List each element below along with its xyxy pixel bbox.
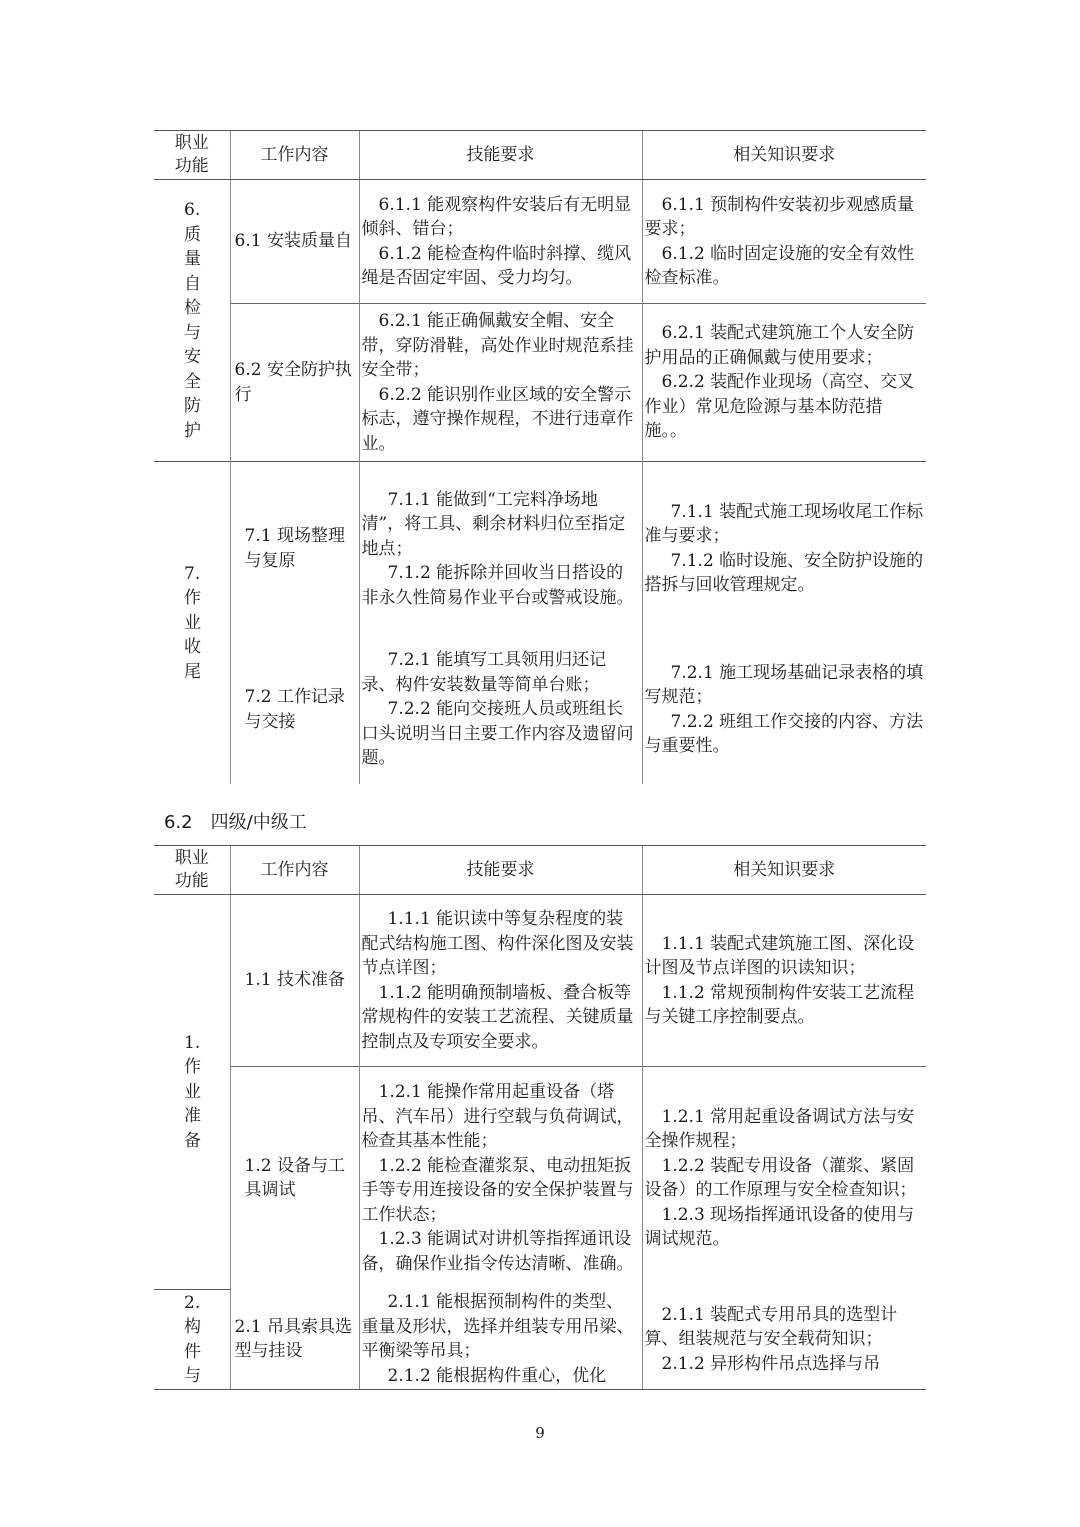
- skill-cell: 7.1.1 能做到“工完料净场地清”，将工具、剩余材料归位至指定地点； 7.1.2 能拆除并回收当日搭设的非永久性简易作业平台或警戒设施。: [359, 462, 642, 636]
- table-header-row: [154, 846, 926, 895]
- content-cell: 1.1 技术准备: [230, 895, 359, 1067]
- section-title: 6.2 四级/中级工: [164, 812, 307, 833]
- content-cell: 7.1 现场整理与复原: [230, 462, 359, 636]
- table-header-row: [154, 131, 926, 180]
- table-row: [154, 636, 926, 784]
- func-cell-6: 6. 质 量 自 检 与 安 全 防 护: [184, 200, 201, 441]
- content-cell: 6.1 安装质量自: [230, 180, 359, 304]
- content-cell: 1.2 设备与工具调试: [230, 1067, 359, 1290]
- page-number: 9: [535, 1424, 545, 1442]
- func-cell-2: 2. 构 件 与: [154, 1290, 230, 1390]
- content-cell: 7.2 工作记录与交接: [230, 636, 359, 784]
- header-knowledge: 相关知识要求: [642, 846, 926, 895]
- content-cell: 6.2 安全防护执行: [230, 304, 359, 462]
- table-row: [154, 1290, 926, 1390]
- skill-cell: 6.2.1 能正确佩戴安全帽、安全带，穿防滑鞋，高处作业时规范系挂安全带； 6.2.2 能识别作业区域的安全警示标志，遵守操作规程，不进行违章作业。: [359, 304, 642, 462]
- knowledge-cell: 1.1.1 装配式建筑施工图、深化设计图及节点详图的识读知识； 1.1.2 常规预制构件安装工艺流程与关键工序控制要点。: [642, 895, 926, 1067]
- header-content: 工作内容: [230, 131, 359, 180]
- skill-table-top: [154, 130, 926, 784]
- header-skill: 技能要求: [359, 846, 642, 895]
- table-row: [154, 895, 926, 1067]
- table-row: [154, 304, 926, 462]
- knowledge-cell: 6.1.1 预制构件安装初步观感质量要求； 6.1.2 临时固定设施的安全有效性检查标准。: [642, 180, 926, 304]
- func-cell-1: 1. 作 业 准 备: [184, 1032, 201, 1151]
- table-row: [154, 1067, 926, 1290]
- header-knowledge: 相关知识要求: [642, 131, 926, 180]
- skill-cell: 2.1.1 能根据预制构件的类型、重量及形状，选择并组装专用吊梁、平衡梁等吊具； 2.1.2 能根据构件重心，优化: [359, 1290, 642, 1390]
- table-row: [154, 462, 926, 636]
- knowledge-cell: 1.2.1 常用起重设备调试方法与安全操作规程； 1.2.2 装配专用设备（灌浆、紧固设备）的工作原理与安全检查知识； 1.2.3 现场指挥通讯设备的使用与调试规范。: [642, 1067, 926, 1290]
- knowledge-cell: 2.1.1 装配式专用吊具的选型计算、组装规范与安全载荷知识； 2.1.2 异形构件吊点选择与吊: [642, 1290, 926, 1390]
- header-content: 工作内容: [230, 846, 359, 895]
- table-row: [154, 180, 926, 304]
- skill-table-bottom: [154, 845, 926, 1390]
- knowledge-cell: 7.1.1 装配式施工现场收尾工作标准与要求； 7.1.2 临时设施、安全防护设施的搭拆与回收管理规定。: [642, 462, 926, 636]
- content-cell: 2.1 吊具索具选型与挂设: [230, 1290, 359, 1390]
- header-func: 职业功能: [154, 131, 230, 180]
- header-func: 职业功能: [154, 846, 230, 895]
- skill-cell: 6.1.1 能观察构件安装后有无明显倾斜、错台； 6.1.2 能检查构件临时斜撑、缆风绳是否固定牢固、受力均匀。: [359, 180, 642, 304]
- func-cell-7: 7. 作 业 收 尾: [154, 462, 230, 784]
- skill-cell: 1.2.1 能操作常用起重设备（塔吊、汽车吊）进行空载与负荷调试，检查其基本性能； 1.2.2 能检查灌浆泵、电动扭矩扳手等专用连接设备的安全保护装置与工作状态； 1.2.3 能调试对讲机等指挥通讯设备，确保作业指令传达清晰、准确。: [359, 1067, 642, 1290]
- skill-cell: 1.1.1 能识读中等复杂程度的装配式结构施工图、构件深化图及安装节点详图； 1.1.2 能明确预制墙板、叠合板等常规构件的安装工艺流程、关键质量控制点及专项安全要求。: [359, 895, 642, 1067]
- skill-cell: 7.2.1 能填写工具领用归还记录、构件安装数量等简单台账； 7.2.2 能向交接班人员或班组长口头说明当日主要工作内容及遗留问题。: [359, 636, 642, 784]
- knowledge-cell: 7.2.1 施工现场基础记录表格的填写规范； 7.2.2 班组工作交接的内容、方法与重要性。: [642, 636, 926, 784]
- header-skill: 技能要求: [359, 131, 642, 180]
- knowledge-cell: 6.2.1 装配式建筑施工个人安全防护用品的正确佩戴与使用要求； 6.2.2 装配作业现场（高空、交叉作业）常见危险源与基本防范措施。。: [642, 304, 926, 462]
